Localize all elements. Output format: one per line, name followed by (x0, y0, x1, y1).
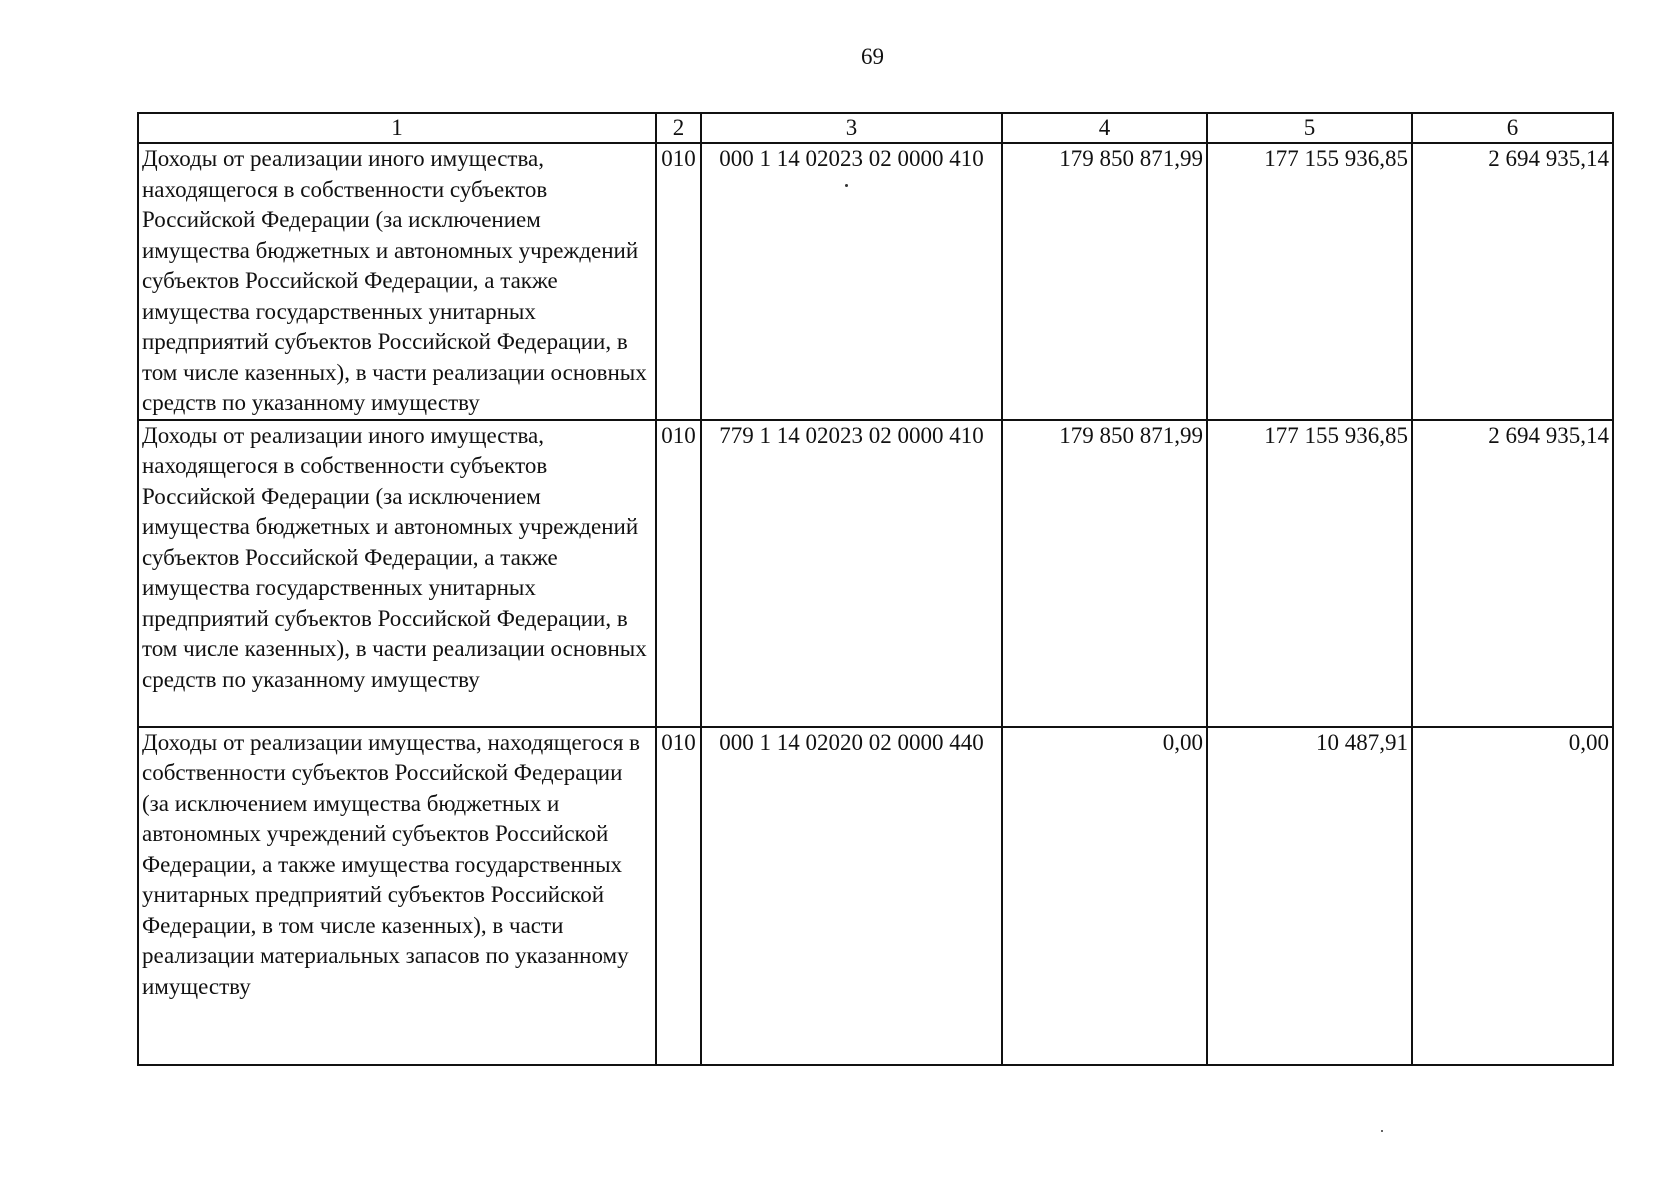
table-row (138, 420, 1613, 727)
row-value-col5: 177 155 936,85 (1207, 143, 1412, 420)
row-name: Доходы от реализации иного имущества, находящегося в собственности субъектов Российской Федерации (за исключением имущества бюджетных и автономных учреждений субъектов Российской Федерации, а также имущества государственных унитарных предприятий субъектов Российской Федерации, в том числе казенных), в части реализации основных средств по указанному имуществу (138, 143, 656, 420)
column-header-1: 1 (138, 113, 656, 143)
row-kbk-code: 779 1 14 02023 02 0000 410 (701, 420, 1002, 727)
row-name: Доходы от реализации иного имущества, находящегося в собственности субъектов Российской Федерации (за исключением имущества бюджетных и автономных учреждений субъектов Российской Федерации, а также имущества государственных унитарных предприятий субъектов Российской Федерации, в том числе казенных), в части реализации основных средств по указанному имуществу (138, 420, 656, 727)
table-row (138, 143, 1613, 420)
row-line-code: 010 (656, 420, 701, 727)
row-value-col5: 10 487,91 (1207, 727, 1412, 1065)
column-header-3: 3 (701, 113, 1002, 143)
row-value-col4: 0,00 (1002, 727, 1207, 1065)
row-name: Доходы от реализации имущества, находящегося в собственности субъектов Российской Федерации (за исключением имущества бюджетных и автономных учреждений субъектов Российской Федерации, а также имущества государственных унитарных предприятий субъектов Российской Федерации, в том числе казенных), в части реализации материальных запасов по указанному имуществу (138, 727, 656, 1065)
column-header-2: 2 (656, 113, 701, 143)
row-kbk-code: 000 1 14 02020 02 0000 440 (701, 727, 1002, 1065)
row-line-code: 010 (656, 143, 701, 420)
row-value-col4: 179 850 871,99 (1002, 420, 1207, 727)
column-header-5: 5 (1207, 113, 1412, 143)
column-header-4: 4 (1002, 113, 1207, 143)
row-value-col6: 2 694 935,14 (1412, 420, 1613, 727)
column-header-6: 6 (1412, 113, 1613, 143)
row-value-col6: 2 694 935,14 (1412, 143, 1613, 420)
page-number: 69 (861, 44, 884, 69)
table-row (138, 727, 1613, 1065)
row-kbk-code: 000 1 14 02023 02 0000 410 (701, 143, 1002, 420)
scan-speck (1381, 1130, 1383, 1132)
row-value-col4: 179 850 871,99 (1002, 143, 1207, 420)
table-header-row (138, 113, 1613, 143)
row-value-col5: 177 155 936,85 (1207, 420, 1412, 727)
revenue-table (137, 112, 1614, 1066)
scan-speck (845, 184, 848, 187)
row-value-col6: 0,00 (1412, 727, 1613, 1065)
row-line-code: 010 (656, 727, 701, 1065)
